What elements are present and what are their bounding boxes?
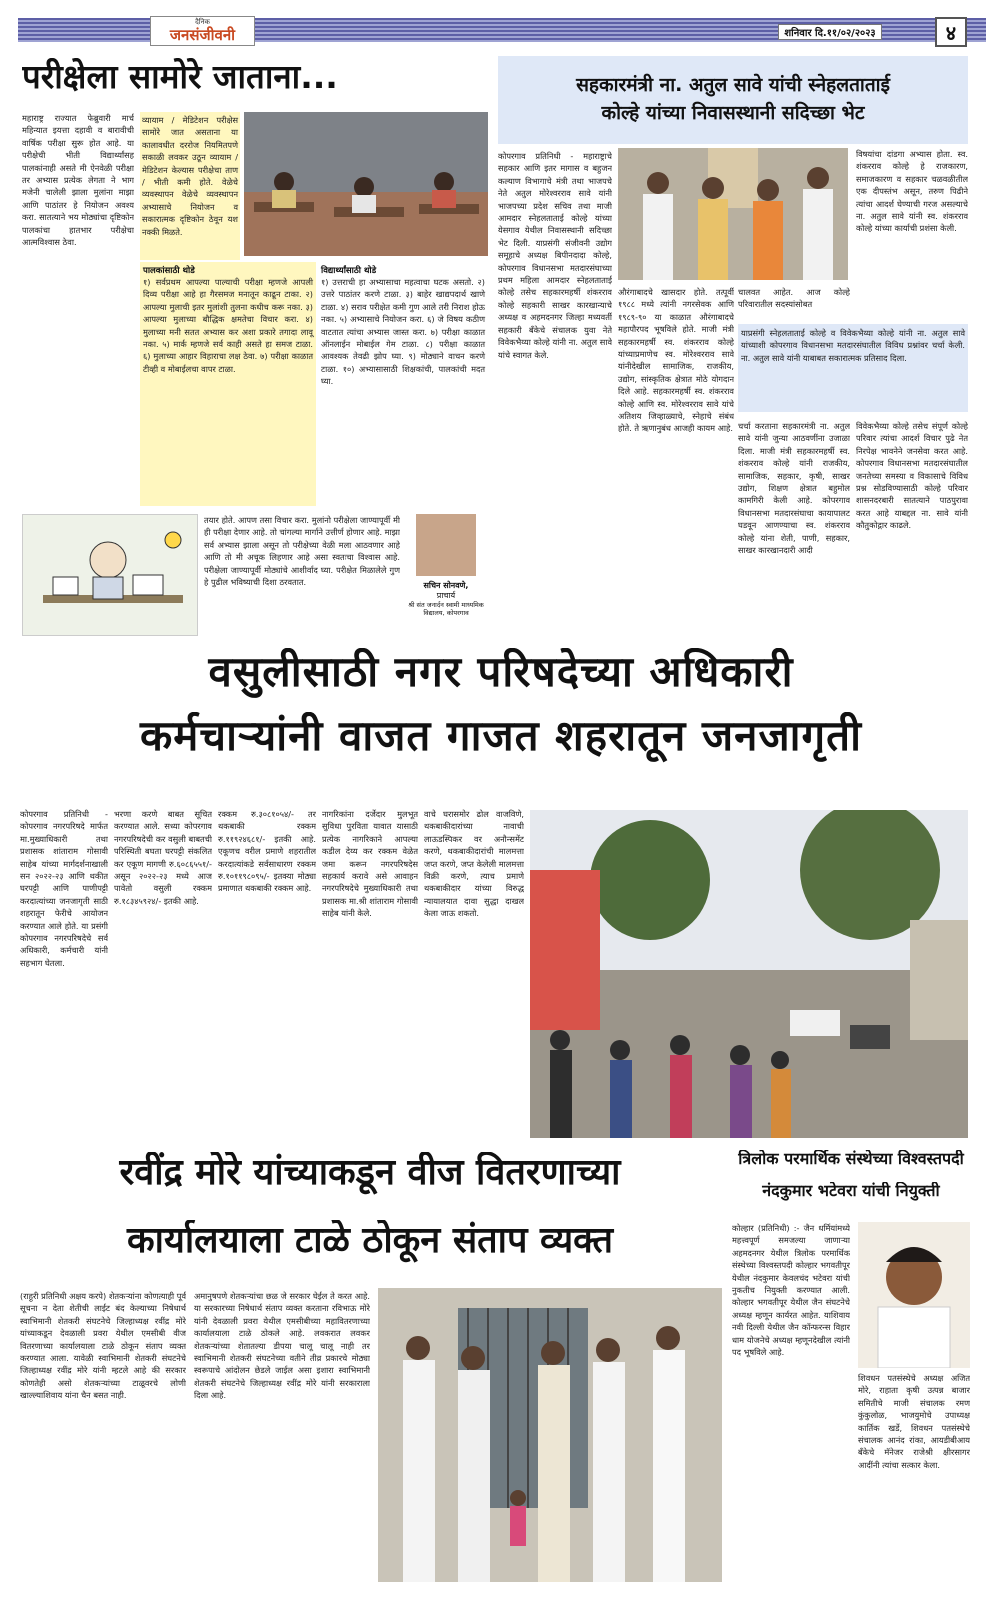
byline-school: श्री संत जनार्दन स्वामी माध्यमिक विद्यालय, कोपरगाव [408, 601, 484, 617]
article4-col2: अमानुषपणे शेतकऱ्यांचा छळ जे सरकार घेईल ते करत आहे. या सरकारच्या निषेधार्थ संताप व्यक्त करताना रविभाऊ मोरे यांनी देवळाली प्रवरा येथील एमसीबीच्या महावितरणाच्या कार्यालयाला टाळे ठोकले आहे. लवकरात लवकर शेतकऱ्यांच्या शेतातल्या डीपया चालू चालू नाही तर स्वाभिमानी शेतकरी संघटनेच्या वतीने तीव्र प्रकारचे मोठ्या स्वरूपाचे आंदोलन छेडले जाईल असा इशारा स्वाभिमानी शेतकरी संघटनेचे जिल्हाध्यक्ष रवींद्र मोरे यांनी सरकाराला दिला आहे. [194, 1291, 370, 1401]
parents-box-title: पालकांसाठी थोडे [143, 266, 195, 276]
article3-col5: वाचे घरासमोर ढोल वाजविणे, थकबाकीदारांच्या नावाची लाऊडस्पिकर वर अनौन्समेंट करणे, थकबाकीदारांची मालमत्ता जप्त करणे, जप्त केलेली मालमत्ता विक्री करणे, त्याच प्रमाणे थकबाकीदार यांच्या विरुद्ध न्यायालयात दावा सुद्धा दाखल केला जाऊ शकतो. [424, 809, 524, 919]
author-photo [416, 514, 476, 576]
article5-col2: शिवधन पतसंस्थेचे अध्यक्ष अजित मोरे, राहाता कृषी उत्पन्न बाजार समितीचे माजी संचालक रमण कुंकुलोळ, भाजयुमोचे उपाध्यक्ष कार्तिक खर्डे, शिवधन पतसंस्थेचे संचालक आनंद रांका, आयडीबीआय बँकेचे मॅनेजर राजेश्री क्षीरसागर आदींनी त्यांचा सत्कार केला. [858, 1373, 970, 1470]
newspaper-logo [150, 16, 255, 46]
article5-headline-line1: त्रिलोक परमार्थिक संस्थेच्या विश्वस्तपदी [738, 1150, 964, 1168]
rally-street-image [530, 810, 968, 1138]
article3-headline-line1: वसुलीसाठी नगर परिषदेच्या अधिकारी [208, 648, 794, 696]
article1-col1: महाराष्ट्र राज्यात फेब्रुवारी मार्च महिन्यात इयत्ता दहावी व बारावीची वार्षिक परीक्षा सुरू होत आहे. या परीक्षेची भीती विद्यार्थ्यांसह पालकांनाही असते मी ऐनवेळी परीक्षा तर अभ्यास प्रत्येक लेगता ने भाग मजेनी चालेली झाला मुलांना माझा आणि पाठांतर हे नियोजन अवश्य करा. सातत्याने भय मोठ्यांचा दृष्टिकोन पालकांचा हातभार परीक्षेचा आत्मविश्वास ठेवा. [22, 113, 134, 248]
byline-title: प्राचार्य [436, 591, 456, 600]
nandkumar-bhatevara-photo [858, 1222, 970, 1368]
article3-col1: कोपरगाव प्रतिनिधी - कोपरगाव नगरपरिषदे मार्फत मा.मुख्याधिकारी तथा प्रशासक शांताराम गोसावी साहेब यांच्या मार्गदर्शनाखाली सन २०२२-२३ आणि थकीत घरपट्टी आणि पाणीपट्टी करदात्यांच्या जनजागृती साठी शहरातून फेरीचे आयोजन करण्यात आले होते. या प्रसंगी कोपरगाव नगरपरिषदेचे सर्व अधिकारी, कर्मचारी यांनी सहभाग घेतला. [20, 809, 108, 968]
article2-headline-box [498, 56, 968, 144]
protest-group-image [378, 1288, 722, 1582]
students-box-title: विद्यार्थ्यांसाठी थोडे [321, 266, 377, 276]
article1-headline: परीक्षेला सामोरे जाताना... [22, 58, 338, 96]
stress-cartoon [22, 514, 198, 636]
article2-headline-line2: कोल्हे यांच्या निवासस्थानी सदिच्छा भेट [601, 102, 865, 124]
article3-col2: भरणा करणे बाबत सूचित करण्यात आले. सध्या कोपरगाव नगरपरिषदेची कर वसुली बाबतची परिस्थिती बघता घरपट्टी संकलित कर एकूण मागणी रु.६०८६५५१/- असून २०२२-२३ मध्ये आज पावेतो वसुली रक्कम रु.१८३४५९२४/- इतकी आहे. [114, 809, 212, 906]
stressed-student-illustration [23, 515, 198, 636]
article5-headline-line2: नंदकुमार भटेवरा यांची नियुक्ती [762, 1182, 940, 1200]
visit-group-image [618, 148, 848, 280]
issue-date: शनिवार दि.११/०२/२०२३ [778, 24, 882, 40]
minister-visit-photo [618, 148, 848, 280]
article2-col1: कोपरगाव प्रतिनिधी - महाराष्ट्राचे सहकार आणि इतर मागास व बहुजन कल्याण विभागाचे मंत्री तथा भाजपचे नेते अतुल मोरेश्वरराव सावे यांनी भाजपच्या प्रदेश सचिव तथा माजी आमदार स्नेहलताताई कोल्हे यांच्या येसगाव येथील निवासस्थानी सदिच्छा भेट दिली. याप्रसंगी संजीवनी उद्योग समूहाचे अध्यक्ष बिपीनदादा कोल्हे, कोपरगाव विधानसभा मतदारसंघाच्या प्रथम महिला आमदार स्नेहलताताई कोल्हे तसेच सहकारमहर्षी शंकरराव कोल्हे सहकारी साखर कारखान्याचे अध्यक्ष व अहमदनगर जिल्हा मध्यवर्ती सहकारी बँकेचे संचालक युवा नेते विवेकभैय्या कोल्हे यांनी ना. अतुल सावे यांचे स्वागत केले. [498, 151, 612, 360]
parents-box-list: १) सर्वप्रथम आपल्या पाल्याची परीक्षा म्हणजे आपली दिव्य परीक्षा आहे हा गैरसमज मनातून काढून टाका. २) आपल्या मुलाची इतर मुलांशी तुलना कधीच करू नका. ३) आपल्या मुलाच्या बौद्धिक क्षमतेचा विचार करा. ४) मुलाच्या मनी सतत अभ्यास कर अशा प्रकारे तगादा लावू नका. ५) मार्क म्हणजे सर्व काही असते हा समज टाळा. ६) मुलाच्या आहार विहाराचा लक्ष ठेवा. ७) परीक्षा काळात टीव्ही व मोबाईलचा वापर टाळा. [143, 277, 313, 374]
article2-bottom-col1: चर्चा करताना सहकारमंत्री ना. अतुल सावे यांनी जुन्या आठवणींना उजाळा दिला. माजी मंत्री सहकारमहर्षी स्व. शंकरराव कोल्हे यांनी राजकीय, सामाजिक, सहकार, कृषी, साखर उद्योग, शिक्षण क्षेत्रात बहुमोल कामगिरी केली आहे. कोपरगाव विधानसभा मतदारसंघाचा कायापालट घडवून आणण्याचा स्व. शंकरराव कोल्हे यांना शेती, पाणी, सहकार, साखर कारखानदारी आदी [738, 421, 850, 556]
article2-highlight-box: याप्रसंगी स्नेहलताताई कोल्हे व विवेकभैय्या कोल्हे यांनी ना. अतुल सावे यांच्याशी कोपरगाव विधानसभा मतदारसंघातील विविध प्रश्नांवर चर्चा केली. ना. अतुल सावे यांनी याबाबत सकारात्मक प्रतिसाद दिला. [738, 324, 968, 412]
article2-bottom-col2: विवेकभैय्या कोल्हे तसेच संपूर्ण कोल्हे परिवार त्यांचा आदर्श विचार पुढे नेत निरपेक्ष भावनेने जनसेवा करत आहे. कोपरगाव विधानसभा मतदारसंघातील जनतेच्या समस्या व विकासाचे विविध प्रश्न सोडविण्यासाठी कोल्हे परिवार शासनदरबारी सातत्याने पाठपुरावा करत आहे याबद्दल ना. सावे यांनी कौतुकोद्गार काढले. [856, 421, 968, 531]
page-number: ४ [935, 17, 967, 47]
logo-name: जनसंजीवनी [169, 26, 236, 44]
article3-col3: रक्कम रु.३०८१०५४/- तर थकबाकी रक्कम रु.११९२४६८१/- इतकी आहे. एकूणच वरील प्रमाणे शहरातील करदात्यांकडे सर्वसाधारण रक्कम रु.१०११९८०९५/- इतक्या मोठ्या प्रमाणात थकबाकी रक्कम आहे. [218, 809, 316, 894]
article4-headline-line1: रवींद्र मोरे यांच्याकडून वीज वितरणाच्या [119, 1152, 621, 1193]
students-box-list: १) उत्तराची हा अभ्यासाचा महत्वाचा घटक असतो. २) उत्तरे पाठांतर करणे टाळा. ३) बाहेर खाद्यपदार्थ खाणे टाळा. ४) सराव परीक्षेत कमी गुण आले तरी निराश होऊ नका. ५) अभ्यासाचे नियोजन करा. ६) जे विषय कठीण वाटतात त्यांचा अभ्यास जास्त करा. ७) परीक्षा काळात ऑनलाईन मोबाईल गेम टाळा. ८) परीक्षा काळात आवश्यक तेवढी झोप घ्या. ९) मोठ्याने वाचन करणे टाळा. १०) अभ्यासासाठी शिक्षकांची, पालकांची मदत घ्या. [321, 277, 485, 387]
article1-col2: व्यायाम / मेडिटेशन परीक्षेस सामोरे जात असताना या कालावधीत दररोज नियमितपणे सकाळी लवकर उठून व्यायाम /मेडिटेशन केल्यास परीक्षेचा ताण / भीती कमी होते. वेळेचे व्यवस्थापन वेळेचे व्यवस्थापन अभ्यासाचे नियोजन व सकारात्मक दृष्टिकोन ठेवून यश नक्की मिळते. [140, 112, 240, 260]
article5-col1: कोल्हार (प्रतिनिधी) :- जैन धर्मियांमध्ये महत्त्वपूर्ण समजल्या जाणाऱ्या अहमदनगर येथील त्रिलोक परमार्थिक संस्थेच्या विश्वस्तपदी कोल्हार भगवतीपूर येथील नंदकुमार केवलचंद भटेवरा यांची नुकतीच नियुक्ती करण्यात आली. कोल्हार भगवतीपूर येथील जैन संघटनेचे अध्यक्ष म्हणून कार्यरत आहेत. याशिवाय नवी दिल्ली येथील जैन कॉन्फरन्स विहार धाम योजनेचे अध्यक्ष म्हणूनदेखील त्यांनी पद भूषविले आहे. [732, 1223, 850, 1358]
article2-col2b: चालवत आहेत. आज कोल्हे परिवारातील सदस्यांसोबत [738, 287, 850, 310]
protest-office-photo [378, 1288, 722, 1582]
byline-block [404, 514, 488, 636]
exam-hall-photo [244, 112, 488, 256]
portrait-image [858, 1222, 970, 1368]
article2-headline-line1: सहकारमंत्री ना. अतुल सावे यांची स्नेहलताताई [576, 74, 890, 97]
awareness-rally-photo [530, 810, 968, 1138]
article4-col1: (राहुरी प्रतिनिधी अक्षय करपे) शेतकऱ्यांना कोणत्याही पूर्व सूचना न देता शेतीची लाईट बंद केल्याच्या निषेधार्थ स्वाभिमानी शेतकरी संघटनेचे जिल्हाध्यक्ष रवींद्र मोरे यांच्याकडून देवळाली प्रवरा येथील एमसीबी वीज वितरणाच्या कार्यालयाला टाळे ठोकून संताप व्यक्त करण्यात आला. यावेळी स्वाभिमानी शेतकरी संघटनेचे जिल्हाध्यक्ष रवींद्र मोरे यांनी म्हटले आहे की सरकार कोणतेही असो शेतकऱ्यांच्या टाळूवरचे लोणी खाल्ल्याशिवाय यांना चैन बसत नाही. [20, 1291, 186, 1401]
article3-col4: नागरिकांना दर्जेदार मुलभूत सुविधा पुरविता यावात यासाठी प्रत्येक नागरिकाने आपल्या कडील देय्य कर रक्कम वेळेत जमा करून नगरपरिषदेस सहकार्य करावे असे आवाहन नगरपरिषदेचे मुख्याधिकारी तथा प्रशासक मा.श्री शांताराम गोसावी साहेब यांनी केले. [322, 809, 418, 919]
article1-students-box [318, 262, 488, 506]
article2-col2: औरंगाबादचे खासदार होते. तत्पूर्वी १९८८ मध्ये त्यांनी नगरसेवक आणि १९८९-९० या काळात औरंगाबादचे महापौरपद भूषविले होते. माजी मंत्री सहकारमहर्षी स्व. शंकरराव कोल्हे यांच्याप्रमाणेच स्व. मोरेश्वरराव सावे यांनीदेखील सामाजिक, राजकीय, उद्योग, सांस्कृतिक क्षेत्रात मोठे योगदान दिले आहे. सहकारमहर्षी स्व. शंकरराव कोल्हे आणि स्व. मोरेश्वरराव सावे यांचे अतिशय जिव्हाळ्याचे, स्नेहाचे संबंध होते. ते ऋणानुबंध आजही कायम आहे. [618, 287, 734, 434]
article4-headline-line2: कार्यालयाला टाळे ठोकून संताप व्यक्त [127, 1220, 613, 1261]
logo-tagline: दैनिक [195, 18, 210, 26]
article1-parents-box [140, 262, 316, 506]
article2-col3-top: विषयांचा दांडगा अभ्यास होता. स्व. शंकरराव कोल्हे हे राजकारण, समाजकारण व सहकार चळवळीतील एक दीपस्तंभ असून, तरुण पिढीने त्यांचा आदर्श घेण्याची गरज असल्याचे ना. अतुल सावे यांनी स्व. शंकरराव कोल्हे यांच्या कार्याची प्रशंसा केली. [856, 149, 968, 234]
article1-bottom-text: तयार होते. आपण तसा विचार करा. मुलांनो परीक्षेला जाण्यापूर्वी मी ही परीक्षा देणार आहे. तो चांगल्या मार्गाने उत्तीर्ण होणार आहे. माझा सर्व अभ्यास झाला असून तो परीक्षेच्या वेळी मला आठवणार आहे आणि तो मी अचूक लिहणार आहे असा स्वतःचा विश्वास आहे. परीक्षेला जाण्यापूर्वी मोठ्यांचे आशीर्वाद घ्या. परीक्षेत मिळालेले गुण हे पुढील भविष्याची दिशा ठरवतात. [204, 515, 400, 588]
exam-hall-image [244, 112, 488, 256]
byline-name: सचिन सोनवणे, [423, 581, 469, 590]
article3-headline-line2: कर्मचाऱ्यांनी वाजत गाजत शहरातून जनजागृती [140, 712, 862, 760]
